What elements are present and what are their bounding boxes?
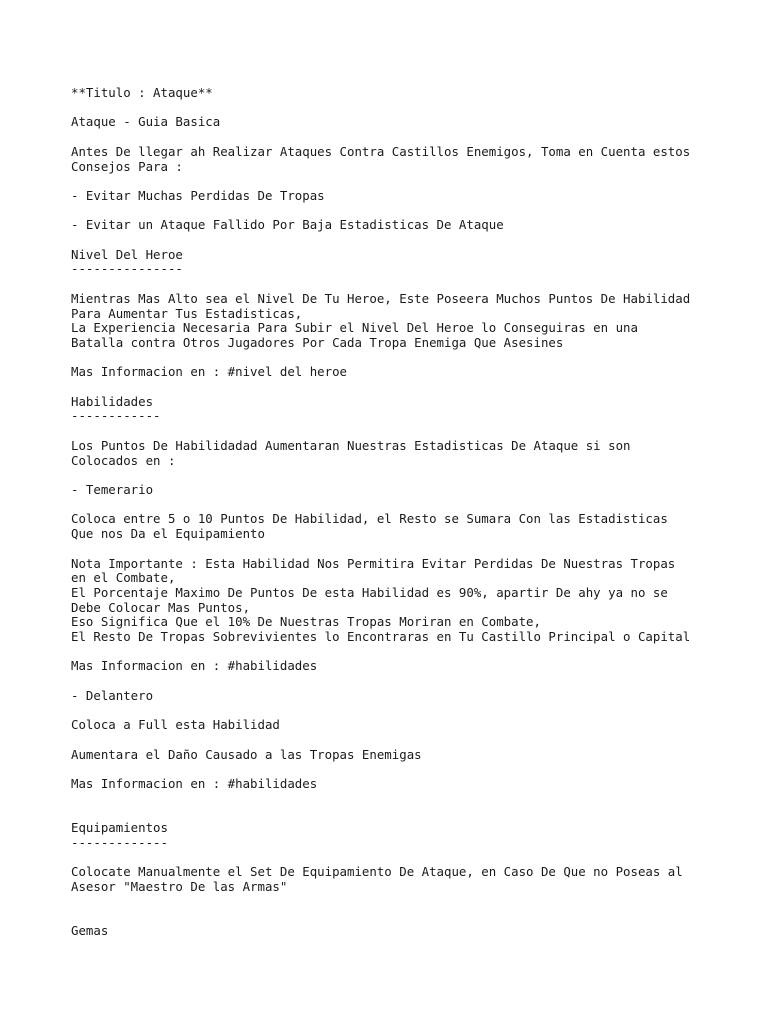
document-body-text: **Titulo : Ataque** Ataque - Guia Basica Antes De llegar ah Realizar Ataques Contra Castillos Enemigos, Toma en Cuenta estos Consejos Para : - Evitar Muchas Perdidas De Tropas - Evitar un Ataque Fallido Por Baja Estadisticas De Ataque Nivel Del Heroe --------------- Mientras Mas Alto sea el Nivel De Tu Heroe, Este Poseera Muchos Puntos De Habilidad Para Aumentar Tus Estadisticas, La Experiencia Necesaria Para Subir el Nivel Del Heroe lo Conseguiras en una Batalla contra Otros Jugadores Por Cada Tropa Enemiga Que Asesines Mas Informacion en : #nivel del heroe Habilidades ------------ Los Puntos De Habilidadad Aumentaran Nuestras Estadisticas De Ataque si son Colocados en : - Temerario Coloca entre 5 o 10 Puntos De Habilidad, el Resto se Sumara Con las Estadisticas Que nos Da el Equipamiento Nota Importante : Esta Habilidad Nos Permitira Evitar Perdidas De Nuestras Tropas en el Combate, El Porcentaje Maximo De Puntos De esta Habilidad es 90%, apartir De ahy ya no se Debe Colocar Mas Puntos, Eso Significa Que el 10% De Nuestras Tropas Moriran en Combate, El Resto De Tropas Sobrevivientes lo Encontraras en Tu Castillo Principal o Capital Mas Informacion en : #habilidades - Delantero Coloca a Full esta Habilidad Aumentara el Daño Causado a las Tropas Enemigas Mas Informacion en : #habilidades Equipamientos ------------- Colocate Manualmente el Set De Equipamiento De Ataque, en Caso De Que no Poseas al Asesor "Maestro De las Armas" Gemas — [71, 85, 691, 939]
